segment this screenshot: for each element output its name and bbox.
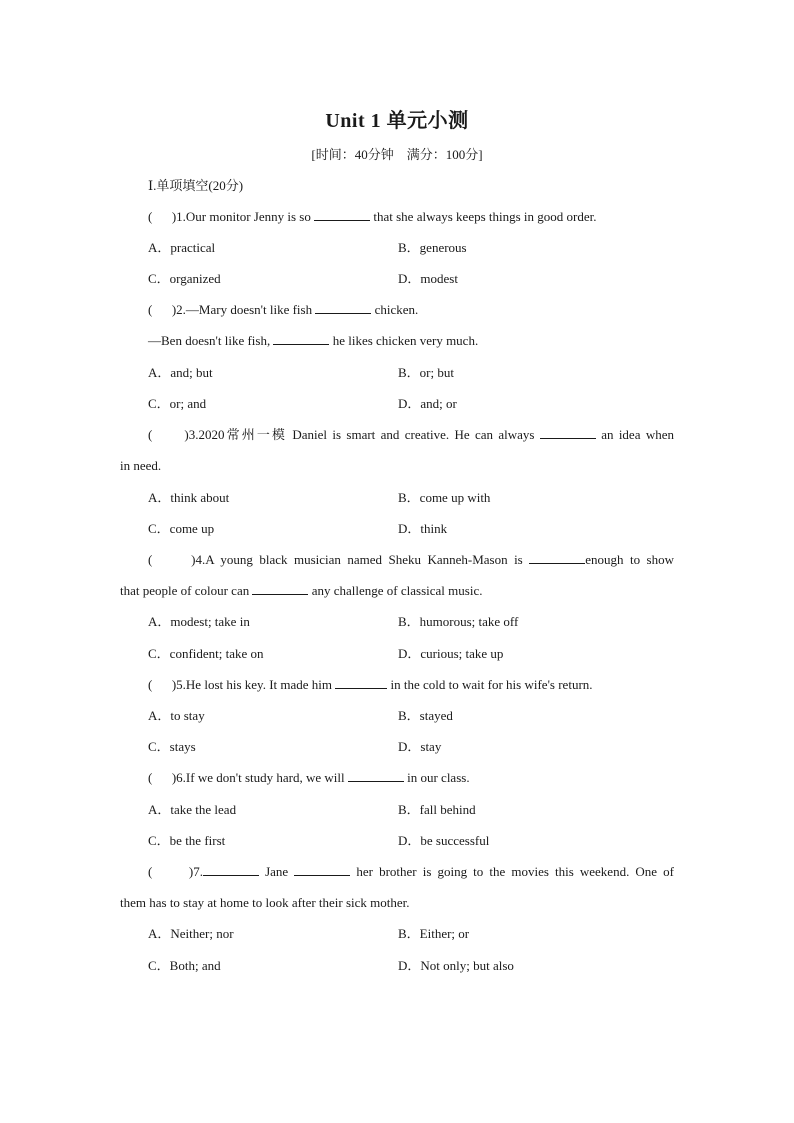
option-c: C．be the first (148, 833, 226, 848)
option-a: A．to stay (148, 708, 205, 723)
option-c: C．or; and (148, 396, 207, 411)
option-a: A．think about (148, 490, 230, 505)
answer-blank (348, 769, 404, 782)
option-c: C．stays (148, 739, 196, 754)
answer-paren: ( ) (148, 677, 177, 692)
option-a: A．Neither; nor (148, 926, 234, 941)
option-d: D．and; or (398, 396, 457, 411)
answer-blank (540, 426, 596, 439)
option-b: B．generous (398, 240, 467, 255)
option-c: C．confident; take on (148, 646, 264, 661)
question-4-stem: ( )4.A young black musician named Sheku Kanneh-Mason is enough to show (148, 552, 674, 567)
option-b: B．stayed (398, 708, 453, 723)
question-number: 2. (176, 302, 186, 317)
question-3-stem: ( )3.2020常州一模 Daniel is smart and creative. He can always an idea when (148, 427, 674, 442)
answer-paren: ( ) (148, 770, 177, 785)
answer-blank (203, 863, 259, 876)
section-heading: Ⅰ.单项填空(20分) (148, 178, 244, 193)
option-a: A．and; but (148, 365, 213, 380)
option-c: C．Both; and (148, 958, 221, 973)
question-number: 4. (195, 552, 206, 567)
option-c: C．organized (148, 271, 221, 286)
option-c: C．come up (148, 521, 215, 536)
question-number: 3. (188, 427, 199, 442)
answer-blank (273, 332, 329, 345)
question-2-stem: ( )2.—Mary doesn't like fish chicken. (148, 302, 419, 317)
answer-blank (252, 582, 308, 595)
answer-paren: ( ) (148, 864, 194, 879)
answer-blank (294, 863, 350, 876)
question-7-stem: ( )7. Jane her brother is going to the movies this weekend. One of (148, 864, 674, 879)
answer-paren: ( ) (148, 209, 177, 224)
question-3-continued: in need. (120, 458, 162, 473)
option-d: D．Not only; but also (398, 958, 514, 973)
option-d: D．think (398, 521, 448, 536)
answer-paren: ( ) (148, 552, 196, 567)
question-2-reply: —Ben doesn't like fish, he likes chicken very much. (148, 333, 479, 348)
answer-blank (314, 208, 370, 221)
question-7-continued: them has to stay at home to look after their sick mother. (120, 895, 410, 910)
answer-blank (315, 301, 371, 314)
question-1-stem: ( )1.Our monitor Jenny is so that she always keeps things in good order. (148, 209, 597, 224)
answer-paren: ( ) (148, 427, 189, 442)
question-5-stem: ( )5.He lost his key. It made him in the cold to wait for his wife's return. (148, 677, 593, 692)
option-d: D．be successful (398, 833, 490, 848)
exam-info: [时间：40分钟 满分：100分] (311, 147, 483, 162)
question-number: 7. (193, 864, 203, 879)
option-b: B．humorous; take off (398, 614, 519, 629)
answer-paren: ( ) (148, 302, 177, 317)
option-a: A．modest; take in (148, 614, 250, 629)
page-title: Unit 1 单元小测 (325, 110, 469, 132)
question-number: 6. (176, 770, 186, 785)
option-b: B．come up with (398, 490, 491, 505)
option-d: D．modest (398, 271, 458, 286)
question-4-continued: that people of colour can any challenge of classical music. (120, 583, 483, 598)
option-b: B．or; but (398, 365, 454, 380)
answer-blank (335, 676, 387, 689)
option-b: B．fall behind (398, 802, 476, 817)
option-a: A．practical (148, 240, 216, 255)
answer-blank (529, 551, 585, 564)
question-number: 5. (176, 677, 186, 692)
option-d: D．curious; take up (398, 646, 504, 661)
question-6-stem: ( )6.If we don't study hard, we will in our class. (148, 770, 470, 785)
option-d: D．stay (398, 739, 442, 754)
question-number: 1. (176, 209, 186, 224)
option-b: B．Either; or (398, 926, 470, 941)
option-a: A．take the lead (148, 802, 237, 817)
